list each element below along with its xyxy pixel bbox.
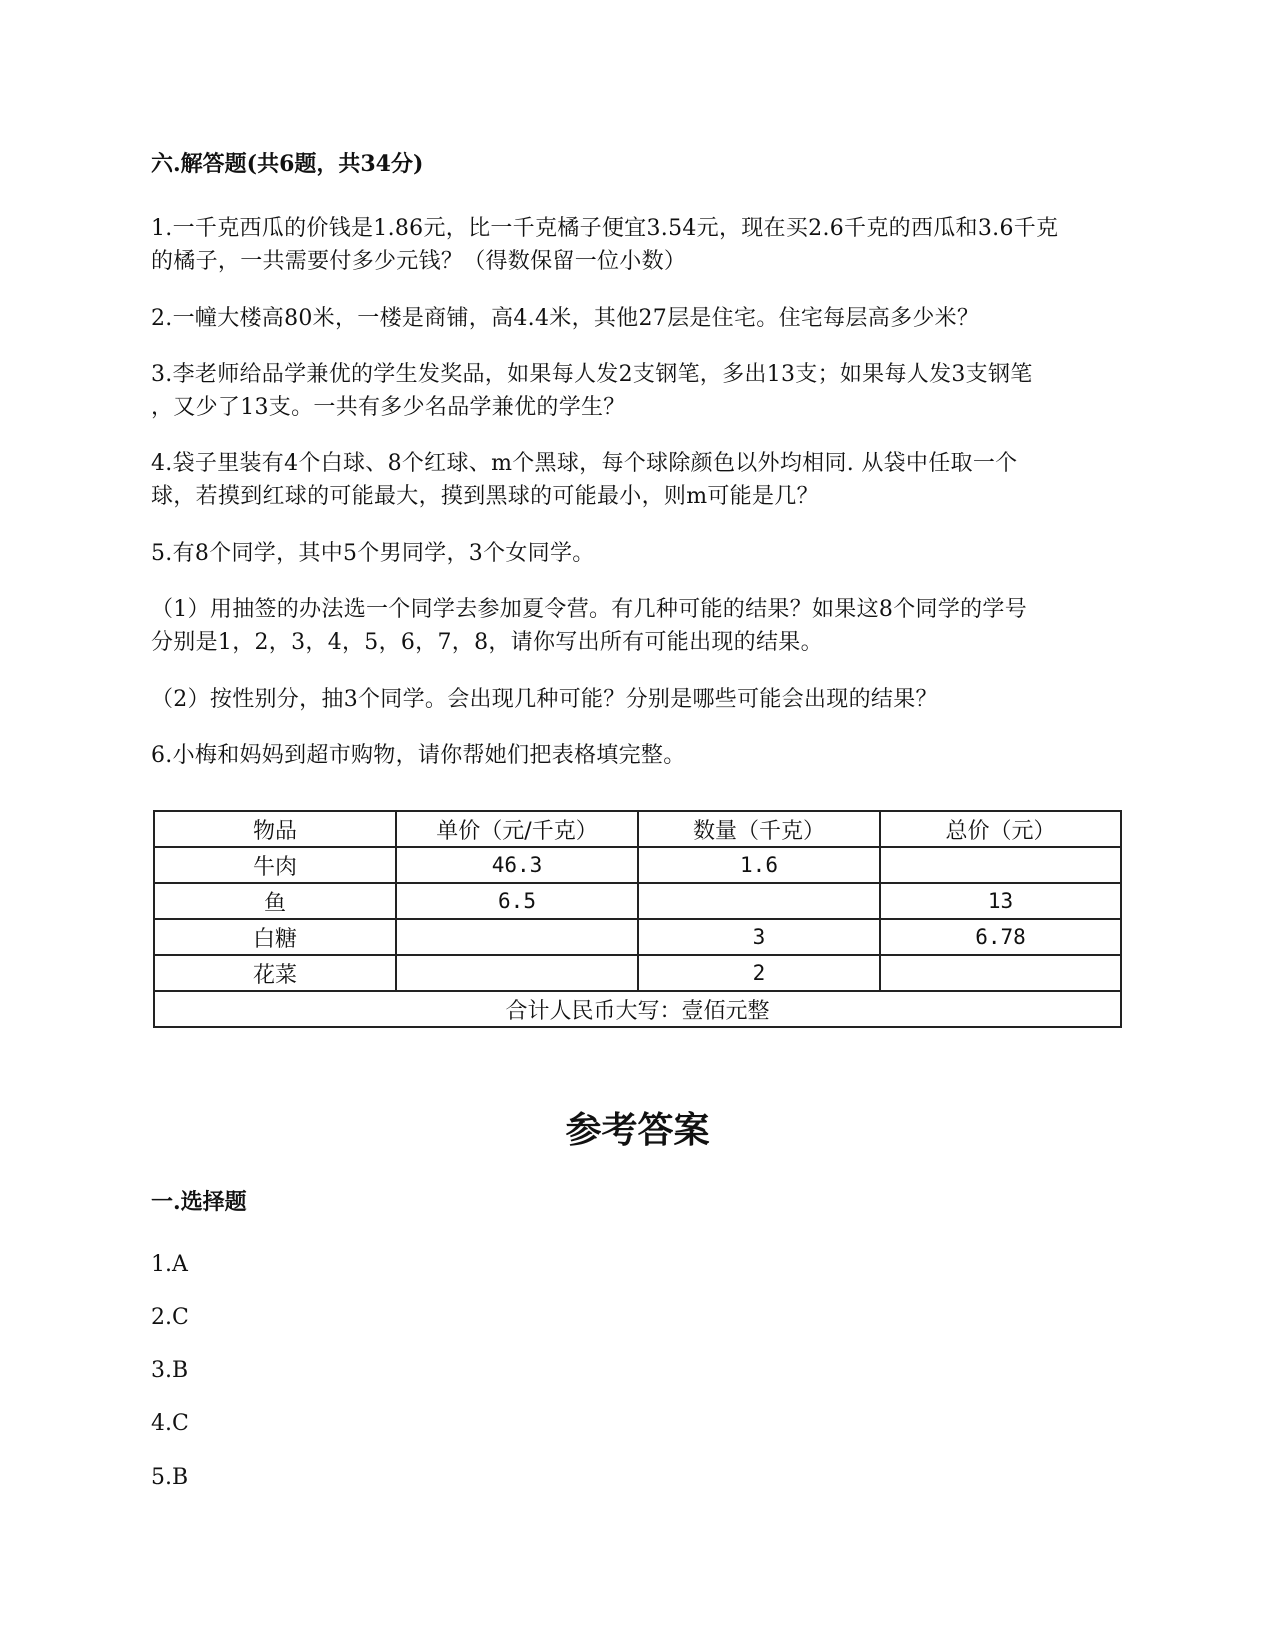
question-5-part-1-line-2: 分别是1，2，3，4，5，6，7，8，请你写出所有可能出现的结果。 xyxy=(151,630,823,655)
table-cell xyxy=(880,847,1121,883)
table-header-cell: 总价（元） xyxy=(880,811,1121,847)
table-row xyxy=(154,883,1121,919)
table-cell: 6.5 xyxy=(396,883,638,919)
answer-section-heading: 一.选择题 xyxy=(151,1189,247,1215)
table-cell: 2 xyxy=(638,955,880,991)
question-3 xyxy=(151,358,1131,424)
answer-item: 5.B xyxy=(151,1465,189,1490)
table-cell: 鱼 xyxy=(154,883,396,919)
table-cell: 6.78 xyxy=(880,919,1121,955)
table-cell xyxy=(638,883,880,919)
question-6-line-1: 6.小梅和妈妈到超市购物，请你帮她们把表格填完整。 xyxy=(151,743,686,768)
question-1 xyxy=(151,212,1131,278)
question-1-line-2: 的橘子，一共需要付多少元钱？（得数保留一位小数） xyxy=(151,249,687,274)
question-5 xyxy=(151,537,1131,570)
question-5-line-1: 5.有8个同学，其中5个男同学，3个女同学。 xyxy=(151,541,595,566)
table-cell: 46.3 xyxy=(396,847,638,883)
table-cell xyxy=(880,955,1121,991)
table-header-cell: 数量（千克） xyxy=(638,811,880,847)
table-cell: 3 xyxy=(638,919,880,955)
table-cell: 白糖 xyxy=(154,919,396,955)
question-5-part-2-line-1: （2）按性别分，抽3个同学。会出现几种可能？分别是哪些可能会出现的结果？ xyxy=(151,687,938,712)
table-cell: 1.6 xyxy=(638,847,880,883)
question-3-line-1: 3.李老师给品学兼优的学生发奖品，如果每人发2支钢笔，多出13支；如果每人发3支钢笔 xyxy=(151,362,1033,387)
question-6 xyxy=(151,739,1131,772)
table-cell: 13 xyxy=(880,883,1121,919)
table-header-row xyxy=(154,811,1121,847)
table-header-cell: 单价（元/千克） xyxy=(396,811,638,847)
section-heading: 六.解答题(共6题，共34分) xyxy=(151,151,424,177)
table-footer-row xyxy=(154,991,1121,1027)
answer-item: 4.C xyxy=(151,1411,189,1436)
question-2-line-1: 2.一幢大楼高80米，一楼是商铺，高4.4米，其他27层是住宅。住宅每层高多少米？ xyxy=(151,306,980,331)
question-4-line-1: 4.袋子里装有4个白球、8个红球、m个黑球，每个球除颜色以外均相同. 从袋中任取一个 xyxy=(151,451,1018,476)
table-footer-cell: 合计人民币大写：壹佰元整 xyxy=(154,991,1121,1027)
table-header-cell: 物品 xyxy=(154,811,396,847)
table-cell: 牛肉 xyxy=(154,847,396,883)
question-5-part-2 xyxy=(151,683,1131,716)
question-4-line-2: 球，若摸到红球的可能最大，摸到黑球的可能最小，则m可能是几？ xyxy=(151,484,819,509)
table-cell xyxy=(396,919,638,955)
table-row xyxy=(154,955,1121,991)
answer-item: 2.C xyxy=(151,1305,189,1330)
answer-item: 1.A xyxy=(151,1252,188,1277)
question-4 xyxy=(151,447,1131,513)
question-1-line-1: 1.一千克西瓜的价钱是1.86元，比一千克橘子便宜3.54元，现在买2.6千克的西瓜和3.6千克 xyxy=(151,216,1059,241)
answer-item: 3.B xyxy=(151,1358,189,1383)
table-row xyxy=(154,847,1121,883)
table-row xyxy=(154,919,1121,955)
answer-title: 参考答案 xyxy=(565,1109,710,1151)
question-2 xyxy=(151,302,1131,335)
question-3-line-2: ，又少了13支。一共有多少名品学兼优的学生？ xyxy=(151,395,626,420)
table-cell xyxy=(396,955,638,991)
shopping-table-wrapper xyxy=(153,810,1120,1028)
question-5-part-1-line-1: （1）用抽签的办法选一个同学去参加夏令营。有几种可能的结果？如果这8个同学的学号 xyxy=(151,597,1027,622)
question-5-part-1 xyxy=(151,593,1131,659)
shopping-table xyxy=(153,810,1122,1028)
table-cell: 花菜 xyxy=(154,955,396,991)
